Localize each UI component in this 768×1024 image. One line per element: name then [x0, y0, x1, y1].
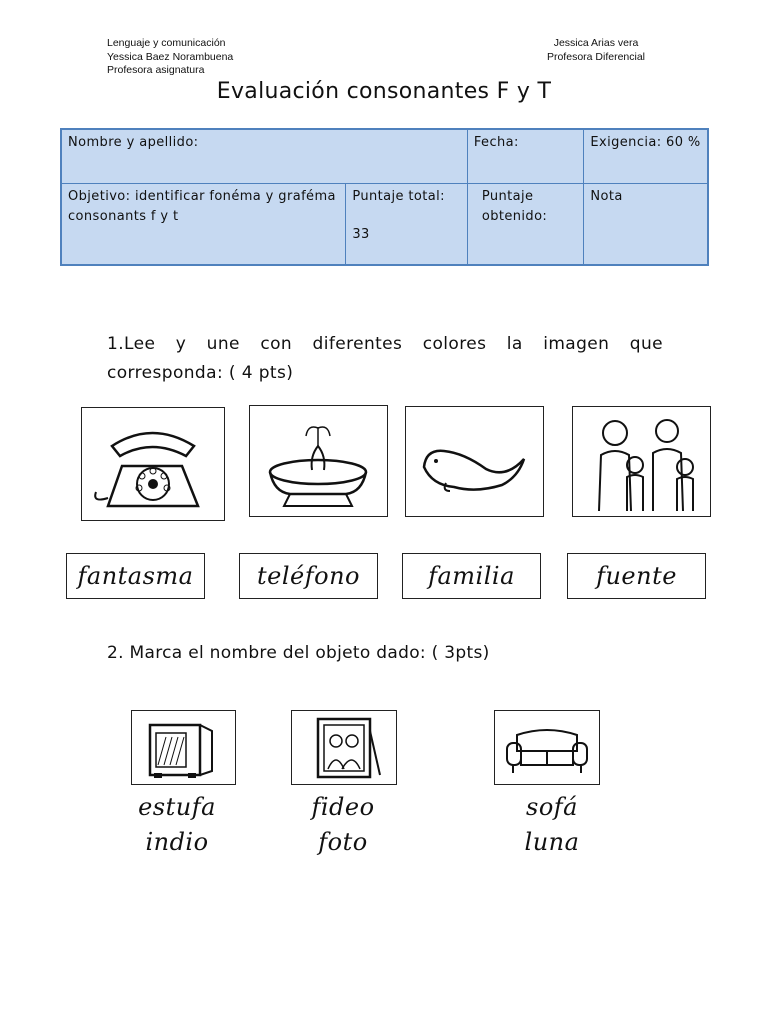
total-score-value: 33 [352, 226, 370, 242]
option-luna[interactable]: luna [524, 828, 580, 856]
option-estufa[interactable]: estufa [138, 793, 216, 821]
word-fuente[interactable]: fuente [567, 553, 706, 599]
exigencia-cell: Exigencia: 60 % [584, 129, 708, 183]
family-image[interactable] [572, 406, 711, 517]
header-left [107, 37, 233, 78]
telephone-image[interactable] [81, 407, 225, 521]
page-title: Evaluación consonantes F y T [216, 79, 552, 104]
question-1-text: 1.Lee y une con diferentes colores la imagen que corresponda: ( 4 pts) [107, 334, 663, 383]
seal-image[interactable] [405, 406, 544, 517]
photo-frame-image[interactable] [291, 710, 397, 785]
family-icon [573, 407, 710, 516]
fountain-image[interactable] [249, 405, 388, 517]
question-2-text: 2. Marca el nombre del objeto dado: ( 3pts) [107, 643, 490, 663]
diff-teacher-role: Profesora Diferencial [546, 50, 646, 63]
date-cell[interactable]: Fecha: [467, 129, 584, 183]
telephone-icon [82, 408, 224, 520]
seal-icon [406, 407, 543, 516]
heater-icon [132, 711, 235, 784]
word-fantasma[interactable]: fantasma [66, 553, 205, 599]
teacher-name: Yessica Baez Norambuena [107, 50, 234, 63]
diff-teacher-name: Jessica Arias vera [553, 37, 639, 49]
grade-cell[interactable]: Nota [584, 183, 708, 265]
word-familia[interactable]: familia [402, 553, 541, 599]
word-telefono[interactable]: teléfono [239, 553, 378, 599]
header-right [534, 37, 658, 64]
fountain-icon [250, 406, 387, 516]
info-table [60, 128, 709, 266]
total-score-cell [346, 183, 468, 265]
option-indio[interactable]: indio [145, 828, 209, 856]
objective-cell: Objetivo: identificar fonéma y graféma consonants f y t [61, 183, 346, 265]
heater-image[interactable] [131, 710, 236, 785]
sofa-icon [495, 711, 599, 784]
total-score-label: Puntaje total: [352, 188, 445, 204]
option-sofa[interactable]: sofá [526, 793, 578, 821]
name-cell[interactable]: Nombre y apellido: [61, 129, 467, 183]
teacher-role: Profesora asignatura [107, 64, 205, 76]
obtained-score-cell[interactable]: Puntaje obtenido: [467, 183, 584, 265]
sofa-image[interactable] [494, 710, 600, 785]
subject-label: Lenguaje y comunicación [107, 37, 226, 49]
option-foto[interactable]: foto [318, 828, 368, 856]
option-fideo[interactable]: fideo [311, 793, 375, 821]
photo-frame-icon [292, 711, 396, 784]
